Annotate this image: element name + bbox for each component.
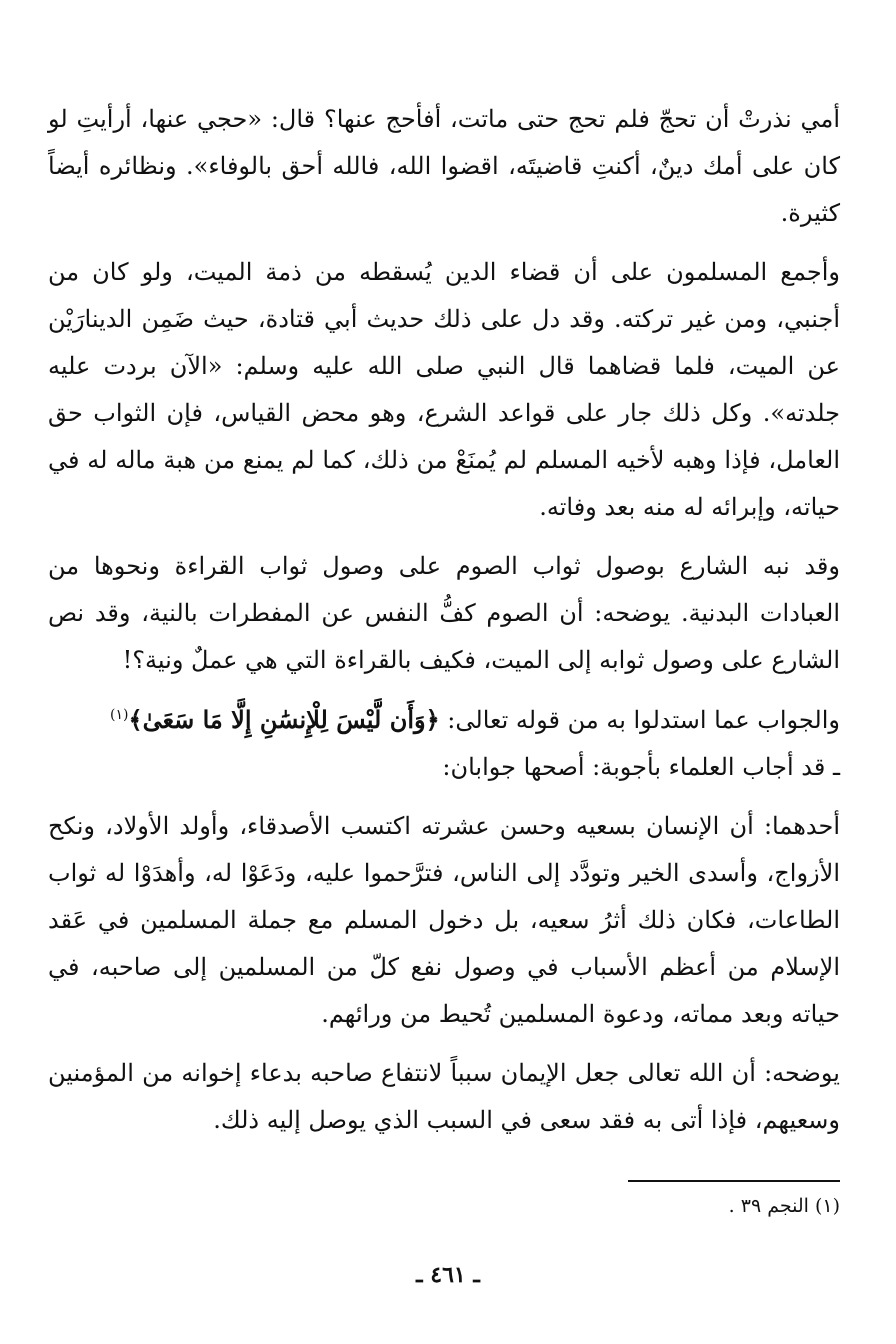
paragraph-4: أحدهما: أن الإنسان بسعيه وحسن عشرته اكتسب الأصدقاء، وأولد الأولاد، ونكح الأزواج، وأسدى الخير وتودَّد إلى الناس، فترَّحموا عليه، ودَعَوْا له، وأهدَوْا له ثواب الطاعات، فكان ذلك أثرُ سعيه، بل دخول المسلم مع جملة المسلمين في عَقد الإسلام من أعظم الأسباب في وصول نفع كلّ من المسلمين إلى صاحبه، في حياته وبعد مماته، ودعوة المسلمين تُحيط من ورائهم. <box>48 812 840 1028</box>
paragraph-1: أمي نذرتْ أن تحجّ فلم تحج حتى ماتت، أفأحج عنها؟ قال: «حجي عنها، أرأيتِ لو كان على أمك دينٌ، أكنتِ قاضيتَه، اقضوا الله، فالله أحق بالوفاء». ونظائره أيضاً كثيرة. <box>48 105 840 227</box>
paragraph-3: وقد نبه الشارع بوصول ثواب الصوم على وصول ثواب القراءة ونحوها من العبادات البدنية. يوضحه: أن الصوم كفُّ النفس عن المفطرات بالنية، وقد نص الشارع على وصول ثوابه إلى الميت، فكيف بالقراءة التي هي عملٌ ونية؟! <box>48 552 840 674</box>
page-number: ـ ٤٦١ ـ <box>416 1262 480 1288</box>
quran-verse: ﴿وَأَن لَّيْسَ لِلْإِنسَٰنِ إِلَّا مَا سَعَىٰ﴾ <box>128 705 440 734</box>
main-text <box>48 96 840 1144</box>
verse-line <box>48 696 840 744</box>
paragraph-5: يوضحه: أن الله تعالى جعل الإيمان سبباً لانتفاع صاحبه بدعاء إخوانه من المؤمنين وسعيهم، فإذا أتى به فقد سعى في السبب الذي يوصل إليه ذلك. <box>48 1059 840 1134</box>
footnote: (١) النجم ٣٩ . <box>728 1195 840 1217</box>
footnote-divider <box>628 1180 840 1182</box>
paragraph-2: وأجمع المسلمون على أن قضاء الدين يُسقطه من ذمة الميت، ولو كان من أجنبي، ومن غير تركته. وقد دل على ذلك حديث أبي قتادة، حيث ضَمِن الدينارَيْن عن الميت، فلما قضاهما قال النبي صلى الله عليه وسلم: «الآن بردت عليه جلدته». وكل ذلك جار على قواعد الشرع، وهو محض القياس، فإن الثواب حق العامل، فإذا وهبه لأخيه المسلم لم يُمنَعْ من ذلك، كما لم يمنع من هبة ماله له في حياته، وإبرائه له منه بعد وفاته. <box>48 258 840 521</box>
verse-intro: والجواب عما استدلوا به من قوله تعالى: <box>447 706 840 734</box>
answer-intro: ـ قد أجاب العلماء بأجوبة: أصحها جوابان: <box>442 753 840 781</box>
footnote-marker[interactable]: (١) <box>110 707 129 723</box>
